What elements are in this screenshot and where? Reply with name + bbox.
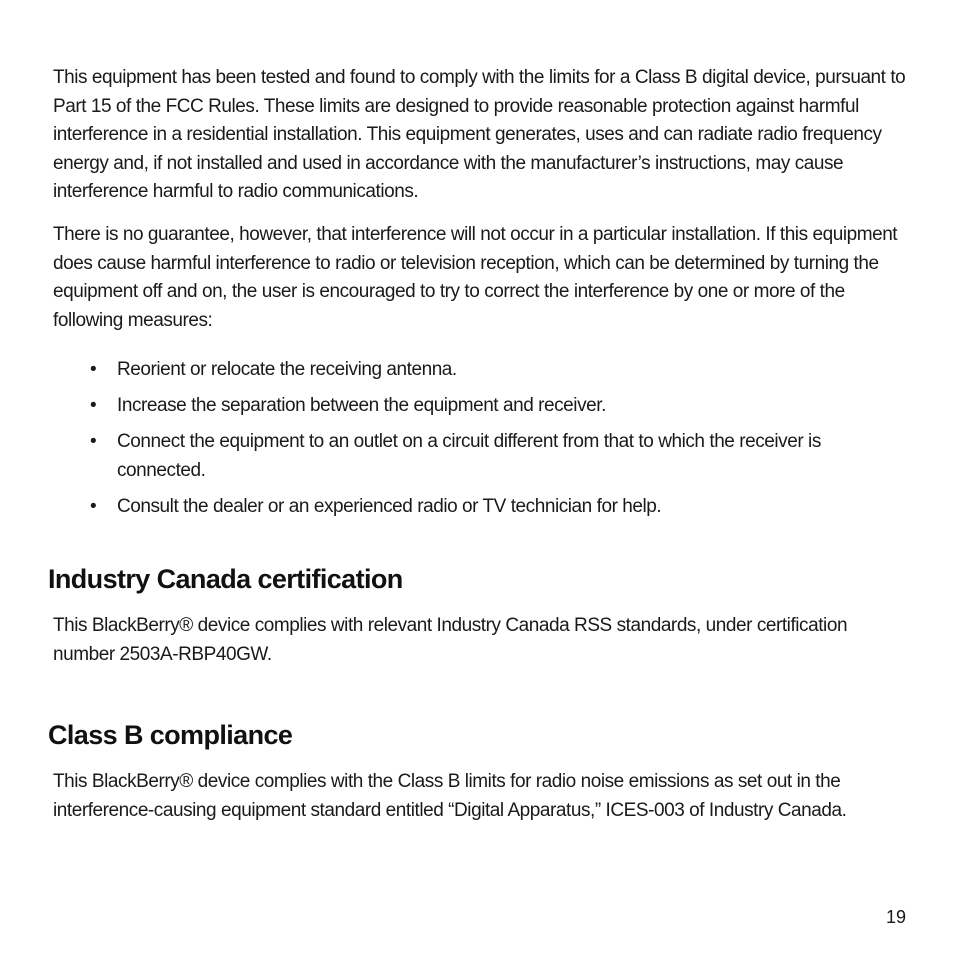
- bullet-icon: •: [90, 495, 97, 517]
- list-item-text: Consult the dealer or an experienced radio or TV technician for help.: [117, 495, 662, 517]
- list-item: [53, 392, 913, 421]
- list-item: [53, 493, 913, 522]
- bullet-icon: •: [90, 359, 97, 380]
- list-item-text: Reorient or relocate the receiving antenna.: [117, 359, 457, 380]
- page-number: 19: [885, 907, 906, 927]
- list-item: [53, 428, 913, 485]
- industry-canada-paragraph: This BlackBerry® device complies with relevant Industry Canada RSS standards, under certification number 2503A-RBP40GW.: [53, 615, 848, 665]
- bullet-icon: •: [90, 395, 97, 416]
- measures-list: [53, 356, 913, 529]
- interference-guarantee-paragraph: There is no guarantee, however, that interference will not occur in a particular installation. If this equipment does cause harmful interference to radio or television reception, which can be determined by turning the equipment off and on, the user is encouraged to try to correct the interference by one or more of the following measures:: [53, 224, 898, 331]
- class-b-paragraph: This BlackBerry® device complies with the Class B limits for radio noise emissions as set out in the interference-causing equipment standard entitled “Digital Apparatus,” ICES-003 of Industry Canada.: [53, 771, 847, 821]
- fcc-compliance-paragraph: This equipment has been tested and found to comply with the limits for a Class B digital device, pursuant to Part 15 of the FCC Rules. These limits are designed to provide reasonable protection against harmful interference in a residential installation. This equipment generates, uses and can radiate radio frequency energy and, if not installed and used in accordance with the manufacturer’s instructions, may cause interference harmful to radio communications.: [53, 67, 906, 202]
- bullet-icon: •: [90, 431, 97, 452]
- list-item-text: Increase the separation between the equipment and receiver.: [117, 395, 606, 416]
- industry-canada-heading: Industry Canada certification: [48, 564, 403, 594]
- class-b-heading: Class B compliance: [48, 720, 293, 750]
- list-item: [53, 356, 913, 385]
- list-item-text: Connect the equipment to an outlet on a circuit different from that to which the receiver is connected.: [117, 431, 821, 481]
